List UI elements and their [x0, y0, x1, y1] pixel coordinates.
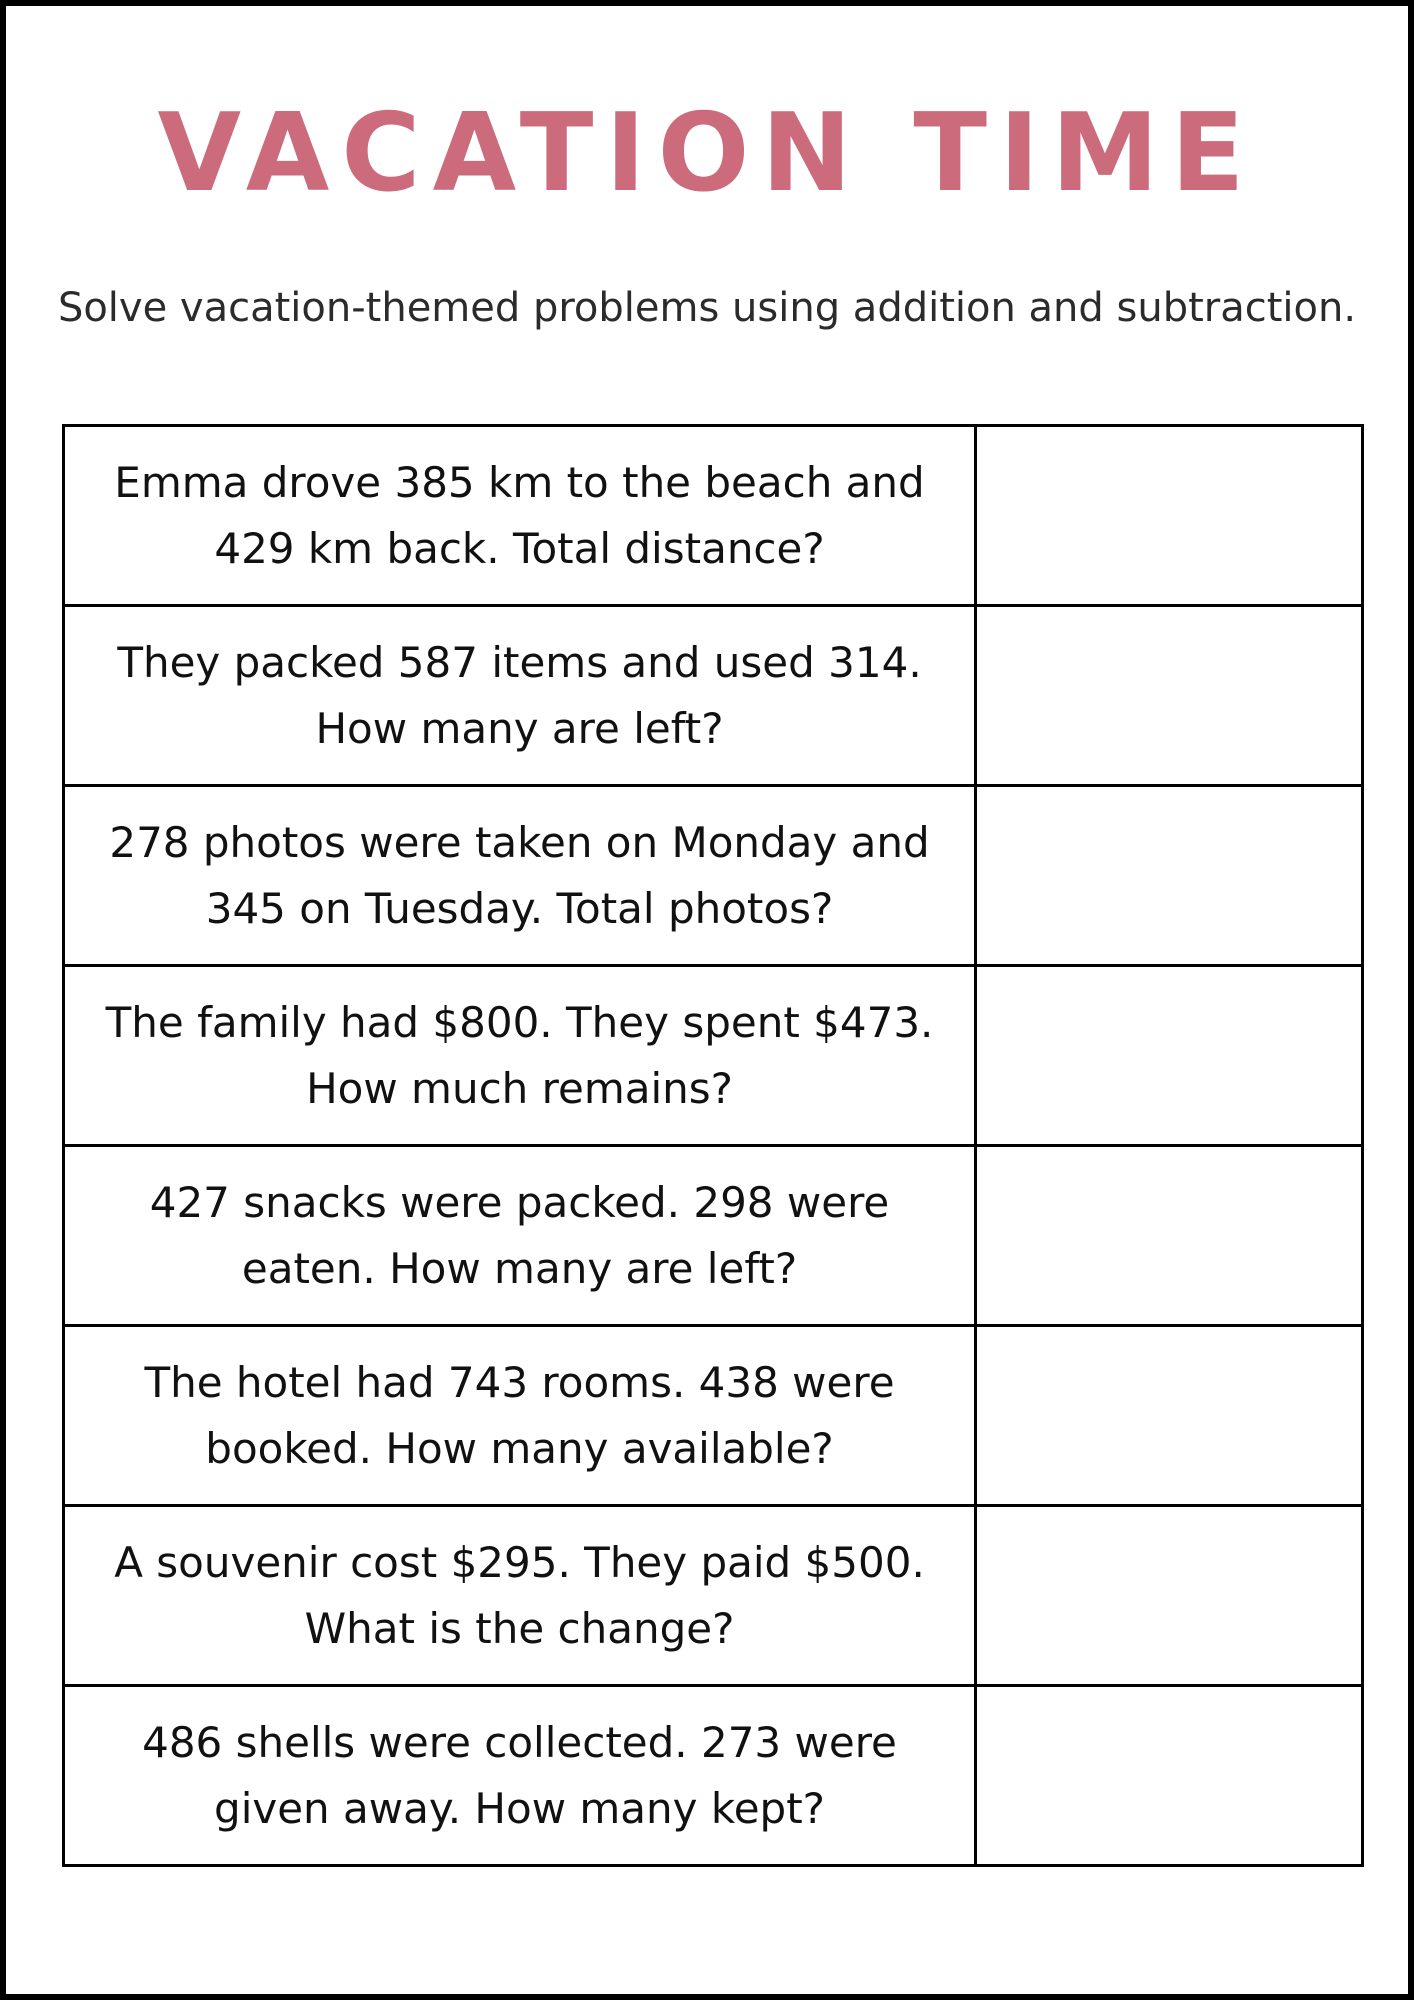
- question-cell: [64, 786, 976, 966]
- answer-box[interactable]: [976, 1326, 1363, 1506]
- problem-row: [64, 1326, 1363, 1506]
- answer-box[interactable]: [976, 786, 1363, 966]
- question-text: 427 snacks were packed. 298 were eaten. How many are left?: [149, 1177, 890, 1293]
- question-cell: [64, 606, 976, 786]
- problem-row: [64, 1686, 1363, 1866]
- problem-row: [64, 606, 1363, 786]
- question-text: The hotel had 743 rooms. 438 were booked. How many available?: [144, 1357, 895, 1473]
- answer-box[interactable]: [976, 966, 1363, 1146]
- question-text: 278 photos were taken on Monday and 345 on Tuesday. Total photos?: [109, 817, 930, 933]
- question-cell: [64, 1326, 976, 1506]
- question-text: Emma drove 385 km to the beach and 429 km back. Total distance?: [114, 457, 925, 573]
- question-cell: [64, 1686, 976, 1866]
- question-text: They packed 587 items and used 314. How many are left?: [117, 637, 922, 753]
- question-text: The family had $800. They spent $473. How much remains?: [105, 997, 934, 1113]
- answer-box[interactable]: [976, 426, 1363, 606]
- question-text: A souvenir cost $295. They paid $500. What is the change?: [114, 1537, 925, 1653]
- problem-row: [64, 966, 1363, 1146]
- question-cell: [64, 1506, 976, 1686]
- question-cell: [64, 966, 976, 1146]
- problem-row: [64, 426, 1363, 606]
- answer-box[interactable]: [976, 1686, 1363, 1866]
- instructions-text: Solve vacation-themed problems using addition and subtraction.: [57, 285, 1357, 331]
- page-title: VACATION TIME: [157, 91, 1257, 216]
- answer-box[interactable]: [976, 606, 1363, 786]
- question-cell: [64, 1146, 976, 1326]
- problem-row: [64, 1146, 1363, 1326]
- answer-box[interactable]: [976, 1146, 1363, 1326]
- problems-table: [62, 424, 1364, 1867]
- answer-box[interactable]: [976, 1506, 1363, 1686]
- problem-row: [64, 786, 1363, 966]
- question-cell: [64, 426, 976, 606]
- question-text: 486 shells were collected. 273 were given away. How many kept?: [142, 1717, 897, 1833]
- problem-row: [64, 1506, 1363, 1686]
